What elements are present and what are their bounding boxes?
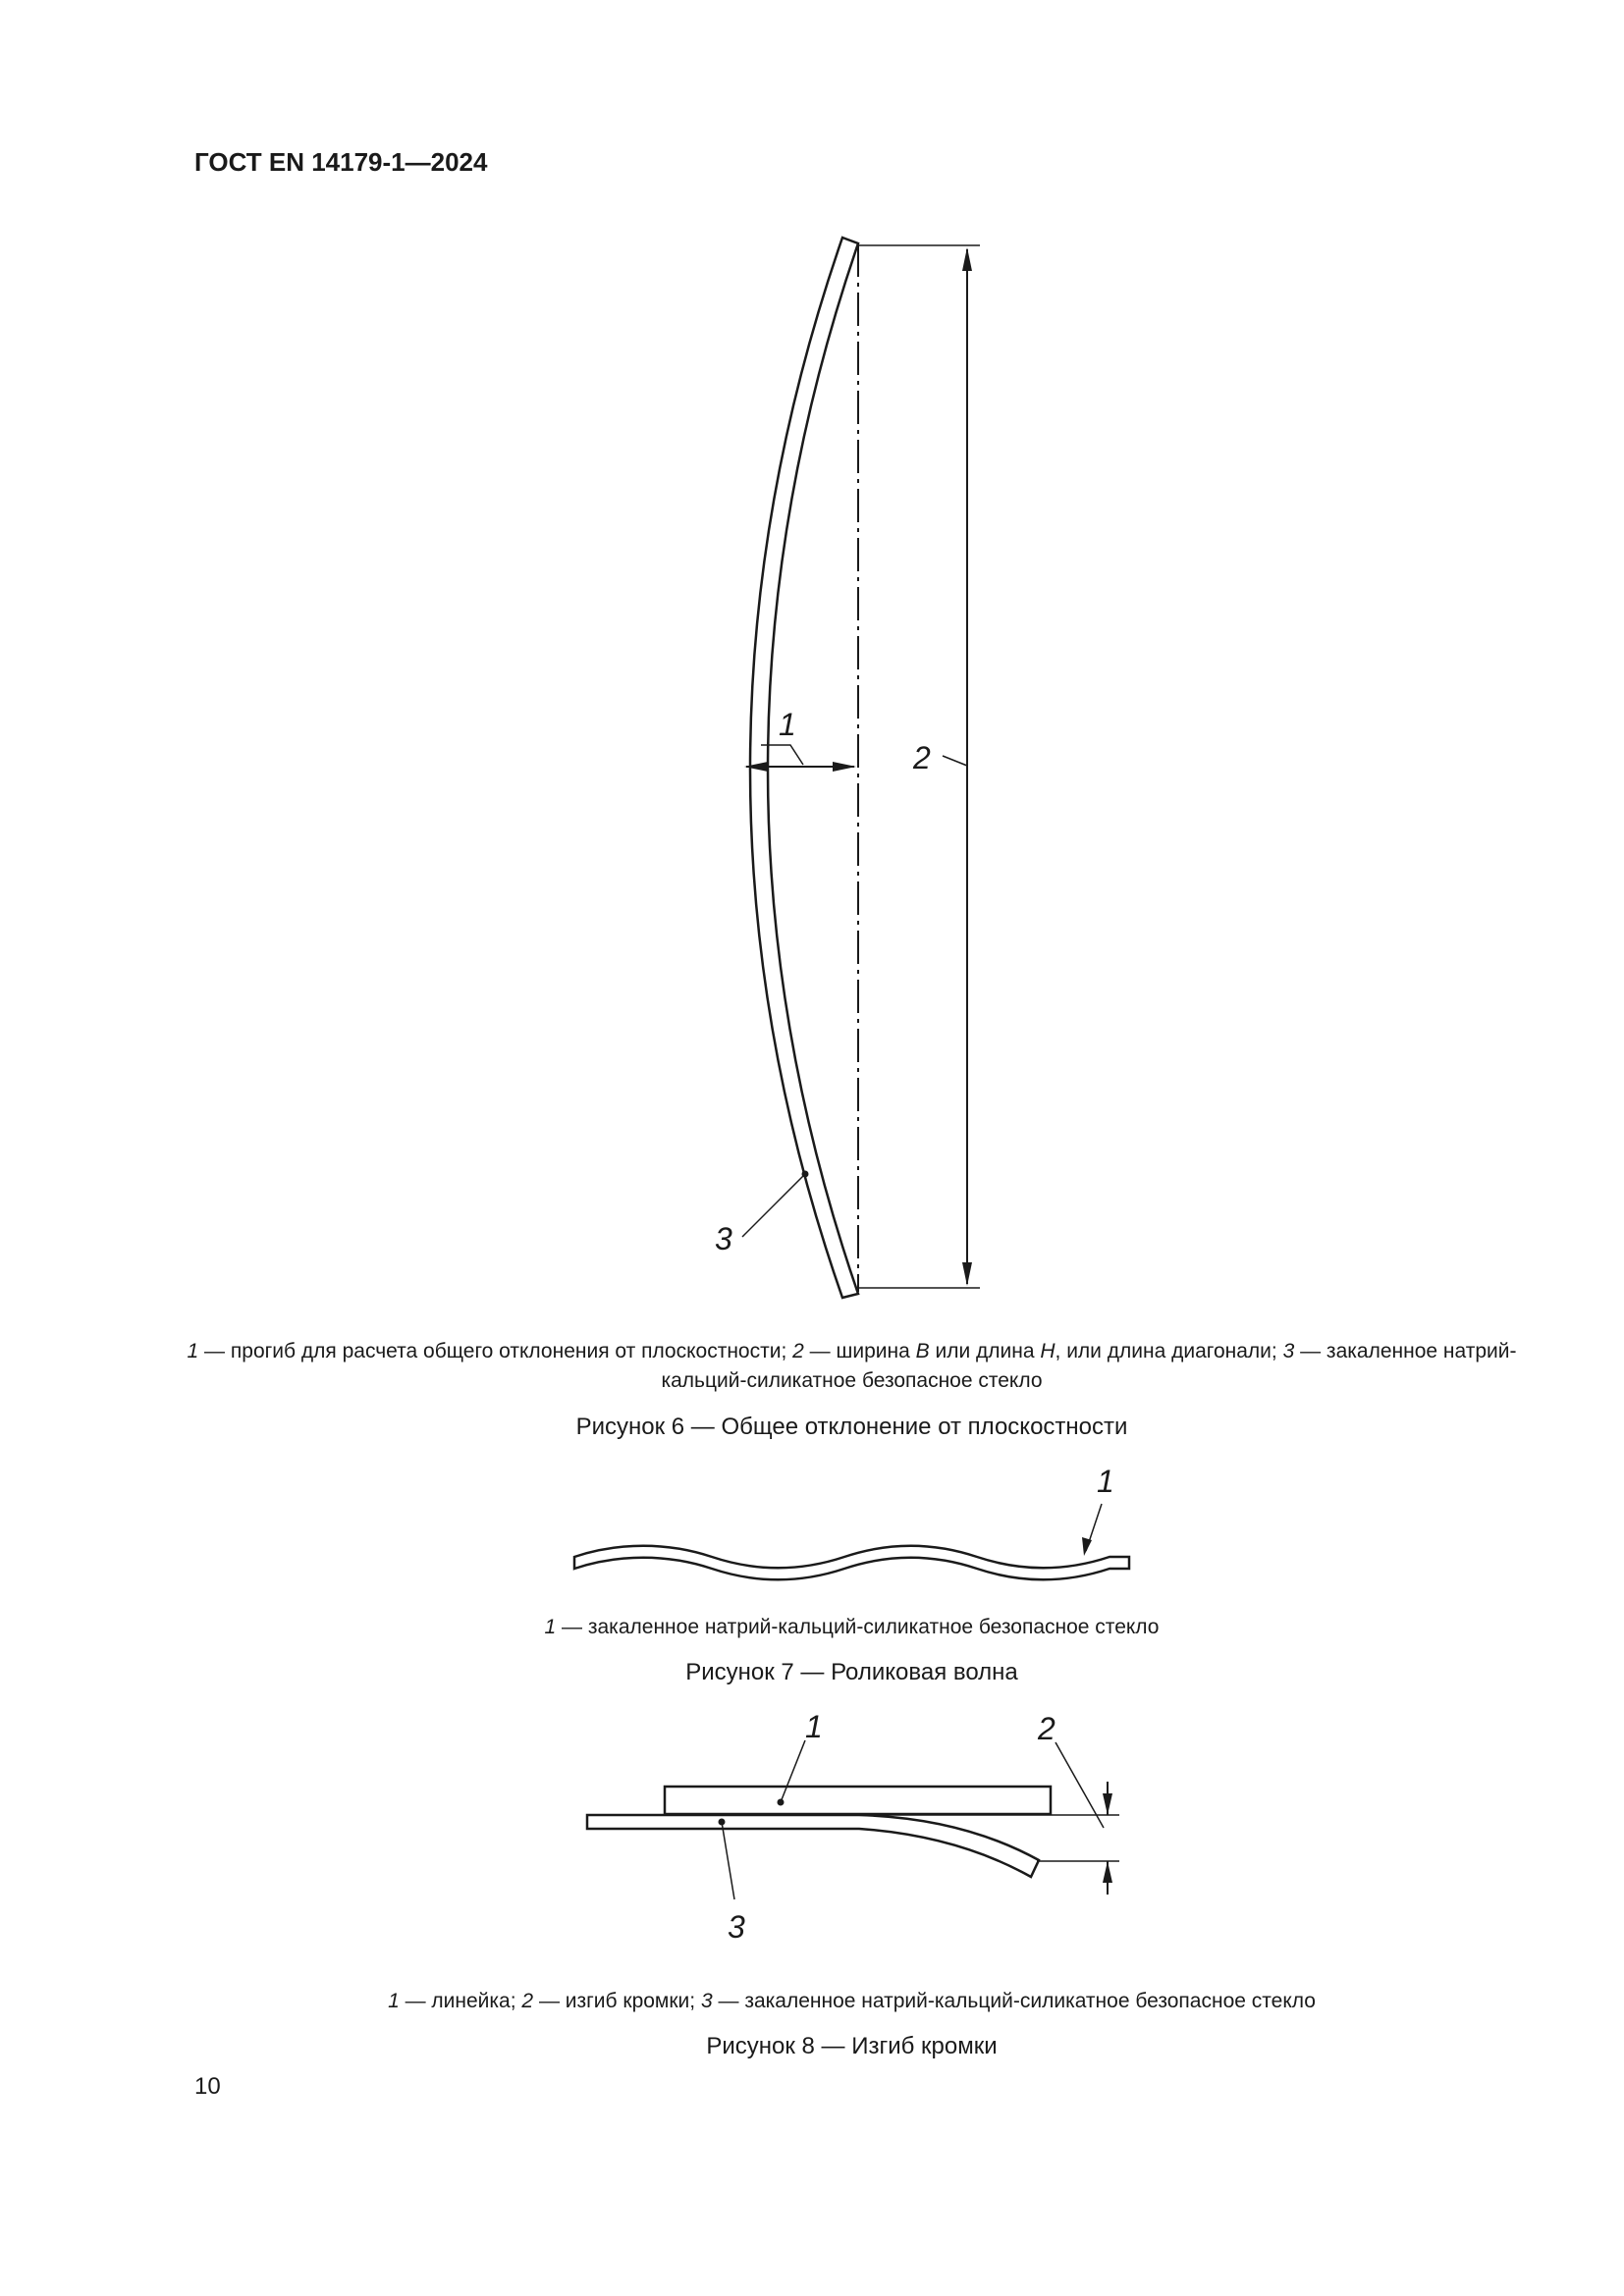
leader-3-fig8 [722, 1822, 734, 1899]
arrow-head-bottom [962, 1262, 972, 1286]
glass-pane-bent-edge [587, 1815, 1039, 1877]
figure-8-drawing [0, 1698, 1624, 1963]
arrow-head-right [833, 762, 856, 772]
arrow-up-fig8 [1103, 1861, 1112, 1883]
ruler [665, 1787, 1051, 1814]
document-header: ГОСТ EN 14179-1—2024 [194, 147, 488, 177]
figure-8-caption: Рисунок 8 — Изгиб кромки [706, 2033, 998, 2059]
callout-1-fig8: 1 [805, 1709, 823, 1744]
leader-3 [742, 1174, 805, 1237]
callout-2: 2 [913, 740, 931, 775]
callout-1: 1 [779, 707, 796, 742]
callout-3-fig8: 3 [728, 1909, 745, 1945]
leader-1-fig8 [781, 1740, 805, 1802]
leader-dot-3-fig8 [719, 1819, 726, 1826]
figure-6-caption: Рисунок 6 — Общее отклонение от плоскостности [575, 1414, 1128, 1440]
leader-dot-3 [802, 1171, 809, 1178]
figure-7-drawing [0, 1453, 1624, 1590]
figure-8-legend: 1 — линейка; 2 — изгиб кромки; 3 — закаленное натрий-кальций-силикатное безопасное стекло [388, 1990, 1316, 2012]
leader-2 [943, 756, 967, 766]
arrow-head-fig7 [1082, 1537, 1092, 1556]
callout-2-fig8: 2 [1038, 1711, 1056, 1746]
page-number: 10 [194, 2073, 221, 2100]
wavy-glass-pane [574, 1546, 1129, 1580]
arrow-head-top [962, 247, 972, 271]
arrow-head-left [744, 762, 768, 772]
figure-7-legend: 1 — закаленное натрий-кальций-силикатное безопасное стекло [544, 1616, 1160, 1638]
leader-dot-1-fig8 [778, 1799, 785, 1806]
figure-7-caption: Рисунок 7 — Роликовая волна [685, 1659, 1018, 1685]
arrow-down-fig8 [1103, 1793, 1112, 1815]
callout-3: 3 [715, 1221, 732, 1256]
figure-6-legend: 1 — прогиб для расчета общего отклонения от плоскостности; 2 — ширина B или длина H, или длина диагонали; 3 — закаленное натрий-кальций-силикатное безопасное стекло [187, 1340, 1517, 1392]
callout-1-fig7: 1 [1097, 1464, 1114, 1499]
